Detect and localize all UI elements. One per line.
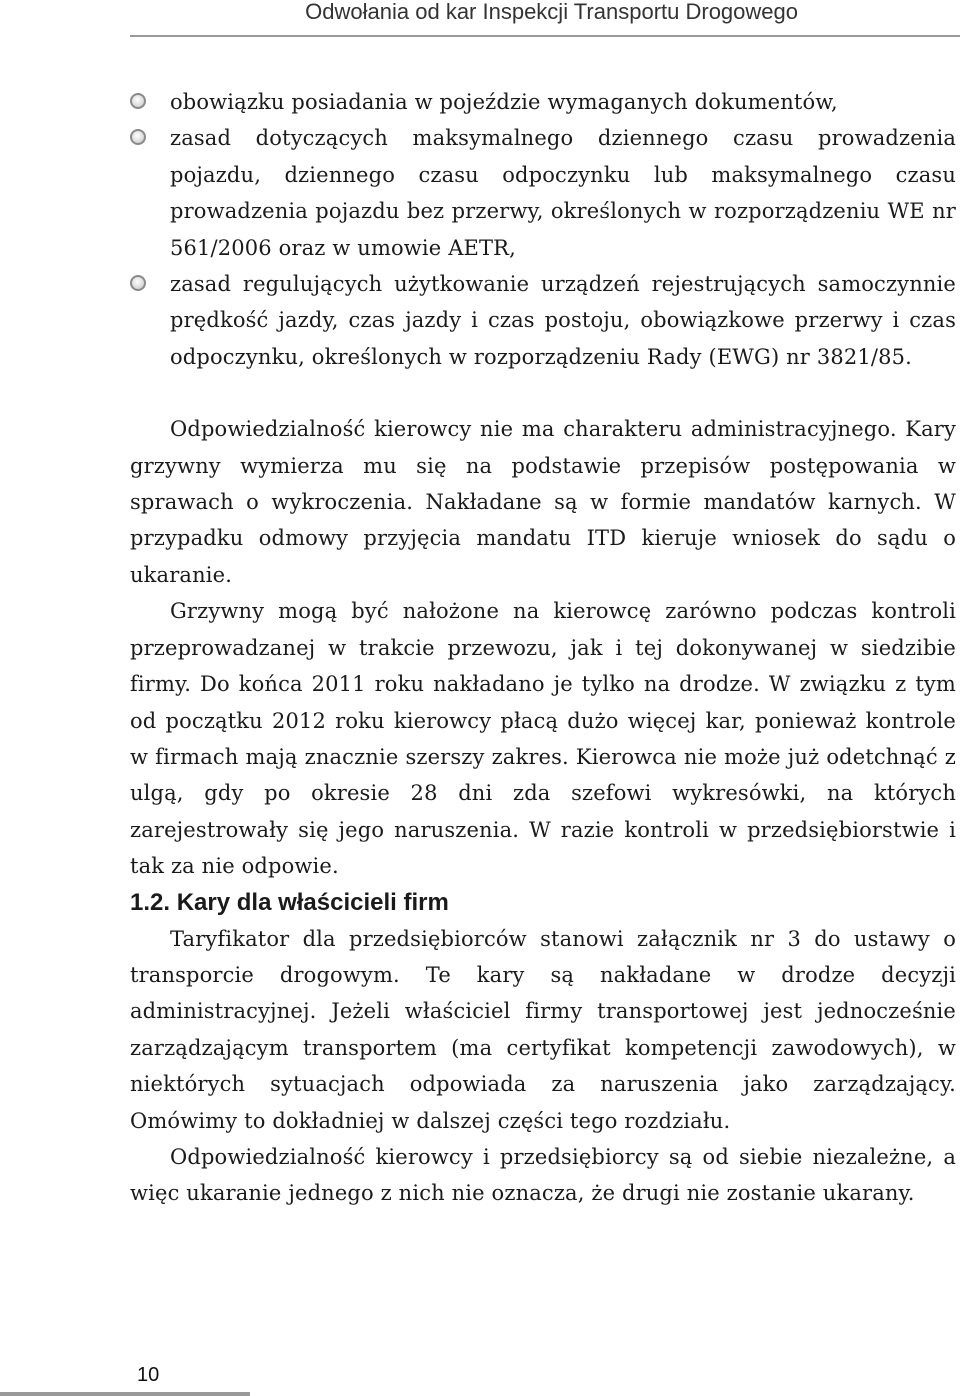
bullet-circle-icon (130, 275, 146, 291)
header-rule (130, 35, 960, 37)
section-heading: 1.2. Kary dla właścicieli firm (130, 888, 449, 916)
bullet-circle-icon (130, 129, 146, 145)
footer-rule (0, 1392, 250, 1396)
list-item (130, 84, 956, 120)
bullet-list (130, 84, 956, 375)
page-content (130, 84, 956, 1212)
paragraph-driver-liability: Odpowiedzialność kierowcy nie ma charakteru administracyjnego. Kary grzywny wymierza mu się na podstawie przepisów postępowania w sprawach o wykroczenia. Nakładane są w formie mandatów karnych. W przypadku odmowy przyjęcia mandatu ITD kieruje wniosek do sądu o ukaranie. (130, 417, 956, 587)
list-item (130, 120, 956, 266)
page-number: 10 (137, 1364, 160, 1386)
paragraph-independent-liability: Odpowiedzialność kierowcy i przedsiębiorcy są od siebie niezależne, a więc ukaranie jednego z nich nie oznacza, że drugi nie zostanie ukarany. (130, 1144, 956, 1206)
paragraph-fines-controls: Grzywny mogą być nałożone na kierowcę zarówno podczas kontroli przeprowadzanej w trakcie przewozu, jak i tej dokonywanej w siedzibie firmy. Do końca 2011 roku nakładano je tylko na drodze. W związku z tym od początku 2012 roku kierowcy płacą dużo więcej kar, ponieważ kontrole w firmach mają znacznie szerszy zakres. Kierowca nie może już odetchnąć z ulgą, gdy po okresie 28 dni zda szefowi wykresówki, na których zarejestrowały się jego naruszenia. W razie kontroli w przedsiębiorstwie i tak za nie odpowie. (130, 599, 956, 879)
paragraph-tariff: Taryfikator dla przedsiębiorców stanowi załącznik nr 3 do ustawy o transporcie drogowym. Te kary są nakładane w drodze decyzji administracyjnej. Jeżeli właściciel firmy transportowej jest jednocześnie zarządzającym transportem (ma certyfikat kompetencji zawodowych), w niektórych sytuacjach odpowiada za naruszenia jako zarządzający. Omówimy to dokładniej w dalszej części tego rozdziału. (130, 926, 956, 1133)
list-item-text: zasad dotyczących maksymalnego dziennego czasu prowadzenia pojazdu, dziennego czasu odpoczynku lub maksymalnego czasu prowadzenia pojazdu bez przerwy, określonych w rozporządzeniu WE nr 561/2006 oraz w umowie AETR, (170, 126, 956, 260)
list-item (130, 266, 956, 375)
bullet-circle-icon (130, 93, 146, 109)
list-item-text: obowiązku posiadania w pojeździe wymaganych dokumentów, (170, 90, 838, 114)
list-item-text: zasad regulujących użytkowanie urządzeń rejestrujących samoczynnie prędkość jazdy, czas jazdy i czas postoju, obowiązkowe przerwy i czas odpoczynku, określonych w rozporządzeniu Rady (EWG) nr 3821/85. (170, 272, 956, 369)
running-header-title: Odwołania od kar Inspekcji Transportu Drogowego (305, 0, 798, 24)
